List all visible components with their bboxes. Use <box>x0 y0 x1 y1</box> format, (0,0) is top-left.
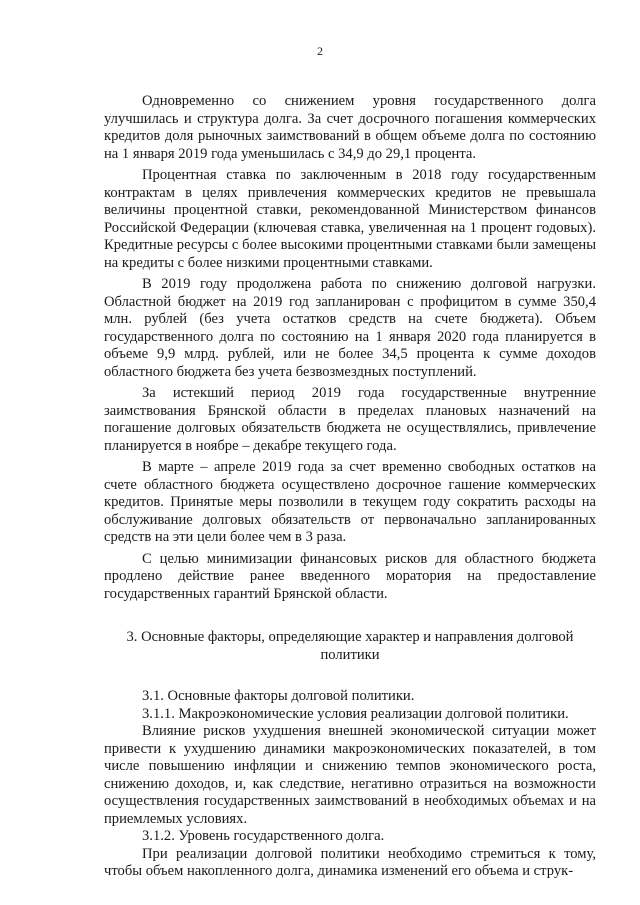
paragraph: Влияние рисков ухудшения внешней экономической ситуации может привести к ухудшению динамики макроэкономических показателей, в том числе повышению инфляции и снижению темпов экономического роста, снижению доходов, и, как следствие, негативно отразиться на возможности осуществления государственных заимствований в необходимых объемах и на приемлемых условиях. <box>104 723 596 827</box>
paragraph: В марте – апреле 2019 года за счет временно свободных остатков на счете областного бюджета осуществлено досрочное гашение коммерческих кредитов. Принятые меры позволили в текущем году сократить расходы на обслуживание долговых обязательств от первоначально запланированных средств на эти цели более чем в 3 раза. <box>104 459 596 545</box>
paragraph: За истекший период 2019 года государственные внутренние заимствования Брянской области в пределах плановых назначений на погашение долговых обязательств бюджета не осуществлялись, привлечение планируется в ноябре – декабре текущего года. <box>104 385 596 454</box>
subsection-title: 3.1. Основные факторы долговой политики. <box>142 688 415 704</box>
document-body <box>104 93 596 881</box>
section-heading: 3. Основные факторы, определяющие характер и направления долговой политики <box>126 629 574 663</box>
page-number: 2 <box>317 44 323 58</box>
paragraph: При реализации долговой политики необходимо стремиться к тому, чтобы объем накопленного долга, динамика изменений его объема и струк- <box>104 845 596 879</box>
paragraph: В 2019 году продолжена работа по снижению долговой нагрузки. Областной бюджет на 2019 год запланирован с профицитом в сумме 350,4 млн. рублей (без учета остатков средств на счете бюджета). Объем государственного долга по состоянию на 1 января 2020 года планируется в объеме 9,9 млрд. рублей, или не более 34,5 процента к сумме доходов областного бюджета без учета безвозмездных поступлений. <box>104 276 596 380</box>
paragraph: Одновременно со снижением уровня государственного долга улучшилась и структура долга. За счет досрочного погашения коммерческих кредитов доля рыночных заимствований в общем объеме долга по состоянию на 1 января 2019 года уменьшилась с 34,9 до 29,1 процента. <box>104 93 596 162</box>
subsection-title: 3.1.2. Уровень государственного долга. <box>142 828 385 844</box>
paragraph: Процентная ставка по заключенным в 2018 году государственным контрактам в целях привлечения коммерческих кредитов не превышала величины процентной ставки, рекомендованной Министерством финансов Российской Федерации (ключевая ставка, увеличенная на 1 процент годовых). Кредитные ресурсы с более высокими процентными ставками были замещены на кредиты с более низкими процентными ставками. <box>104 167 596 271</box>
paragraph: С целью минимизации финансовых рисков для областного бюджета продлено действие ранее введенного моратория на предоставление государственных гарантий Брянской области. <box>104 550 596 602</box>
subsection-title: 3.1.1. Макроэкономические условия реализации долговой политики. <box>142 705 569 722</box>
